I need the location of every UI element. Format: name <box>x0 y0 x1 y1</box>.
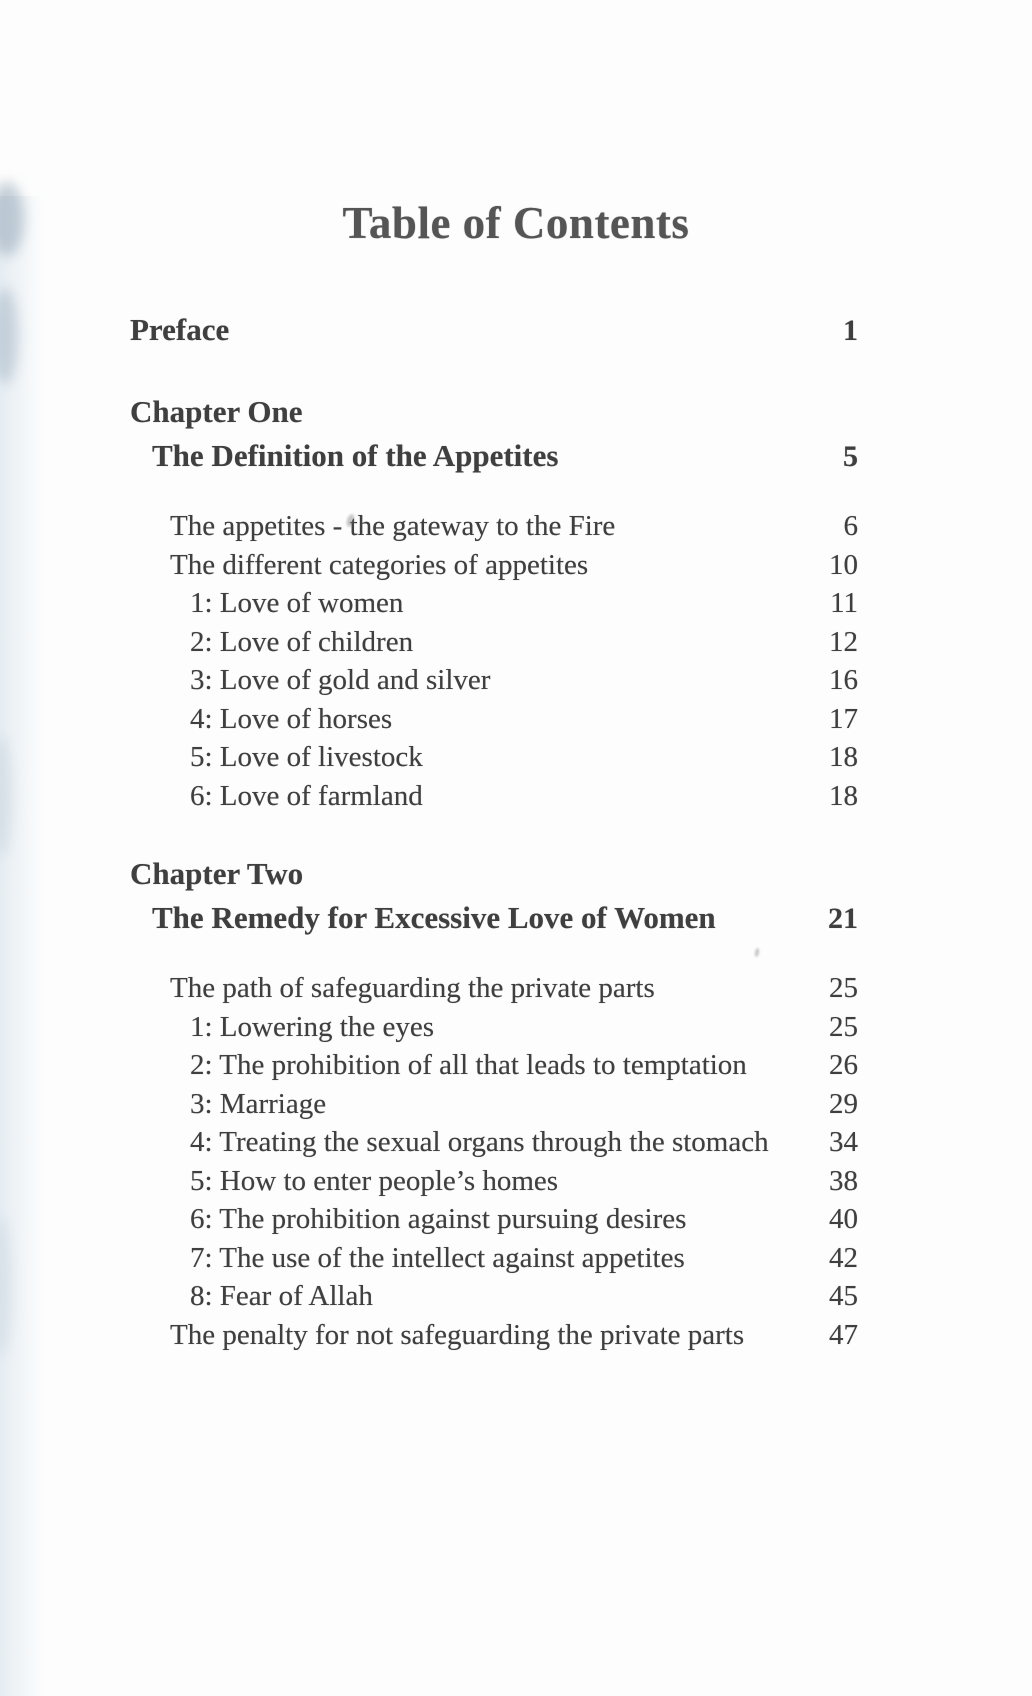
toc-page-number: 1 <box>843 314 858 347</box>
toc-row <box>130 1239 858 1278</box>
toc-entry-label: The different categories of appetites <box>170 548 589 581</box>
toc-row <box>130 1200 858 1239</box>
toc-page-number: 21 <box>828 902 858 935</box>
toc-page-number: 34 <box>829 1126 858 1158</box>
toc-page-number: 17 <box>829 702 858 735</box>
toc-entry-label: The path of safeguarding the private parts <box>170 972 655 1004</box>
toc-list <box>0 308 1032 1354</box>
toc-page-number: 18 <box>829 741 858 773</box>
toc-row <box>130 896 858 941</box>
toc-page-number: 18 <box>829 779 858 812</box>
toc-page-number: 6 <box>843 510 858 542</box>
toc-row <box>130 1085 858 1124</box>
toc-page-number: 10 <box>829 548 858 581</box>
toc-entry-label: The penalty for not safeguarding the private parts <box>170 1318 745 1351</box>
toc-row <box>130 308 858 353</box>
toc-page-number: 11 <box>830 587 858 619</box>
toc-entry-label: 3: Marriage <box>190 1087 327 1120</box>
toc-entry-label: 2: The prohibition of all that leads to temptation <box>190 1049 747 1081</box>
toc-row <box>130 1008 858 1047</box>
toc-entry-label: 4: Treating the sexual organs through the stomach <box>190 1126 769 1158</box>
toc-row <box>130 852 858 896</box>
toc-entry-label: 8: Fear of Allah <box>190 1280 373 1312</box>
toc-entry-label: 1: Lowering the eyes <box>190 1010 435 1043</box>
toc-row <box>130 700 858 739</box>
toc-row <box>130 390 858 434</box>
toc-entry-label: Chapter Two <box>130 856 304 891</box>
toc-entry-label: 5: Love of livestock <box>190 741 423 773</box>
toc-row <box>130 1277 858 1316</box>
toc-row <box>130 777 858 816</box>
toc-page-number: 29 <box>829 1087 858 1120</box>
toc-page-number: 42 <box>829 1241 858 1274</box>
toc-page-number: 40 <box>829 1203 858 1235</box>
toc-page-number: 25 <box>829 972 858 1004</box>
toc-entry-label: Chapter One <box>130 394 303 429</box>
toc-entry-label: The Remedy for Excessive Love of Women <box>152 900 716 935</box>
toc-row <box>130 1316 858 1355</box>
toc-row <box>130 623 858 662</box>
toc-page-number: 47 <box>829 1318 858 1351</box>
toc-row <box>130 969 858 1008</box>
toc-page-number: 26 <box>829 1049 858 1081</box>
toc-page-number: 45 <box>829 1280 858 1312</box>
toc-entry-label: 4: Love of horses <box>190 702 393 735</box>
toc-page-number: 16 <box>829 664 858 696</box>
toc-entry-label: 7: The use of the intellect against appetites <box>190 1241 685 1274</box>
toc-row <box>130 434 858 479</box>
toc-row <box>130 1162 858 1201</box>
toc-entry-label: 6: The prohibition against pursuing desires <box>190 1203 687 1235</box>
toc-entry-label: 2: Love of children <box>190 625 414 658</box>
toc-page-number: 38 <box>829 1164 858 1197</box>
toc-row <box>130 546 858 585</box>
toc-entry-label: 1: Love of women <box>190 587 404 619</box>
toc-row <box>130 661 858 700</box>
toc-row <box>130 507 858 546</box>
toc-row <box>130 738 858 777</box>
toc-entry-label: Preface <box>130 312 230 347</box>
toc-row <box>130 584 858 623</box>
toc-row <box>130 1046 858 1085</box>
toc-page-number: 5 <box>843 440 858 473</box>
scanned-book-page <box>0 196 1032 1696</box>
page-title: Table of Contents <box>342 198 690 248</box>
toc-entry-label: The Definition of the Appetites <box>152 438 559 473</box>
toc-entry-label: 3: Love of gold and silver <box>190 664 491 696</box>
toc-entry-label: 5: How to enter people’s homes <box>190 1164 559 1197</box>
toc-page-number: 12 <box>829 625 858 658</box>
toc-entry-label: 6: Love of farmland <box>190 779 423 812</box>
toc-row <box>130 1123 858 1162</box>
toc-entry-label: The appetites - the gateway to the Fire <box>170 510 616 542</box>
toc-page-number: 25 <box>829 1010 858 1043</box>
